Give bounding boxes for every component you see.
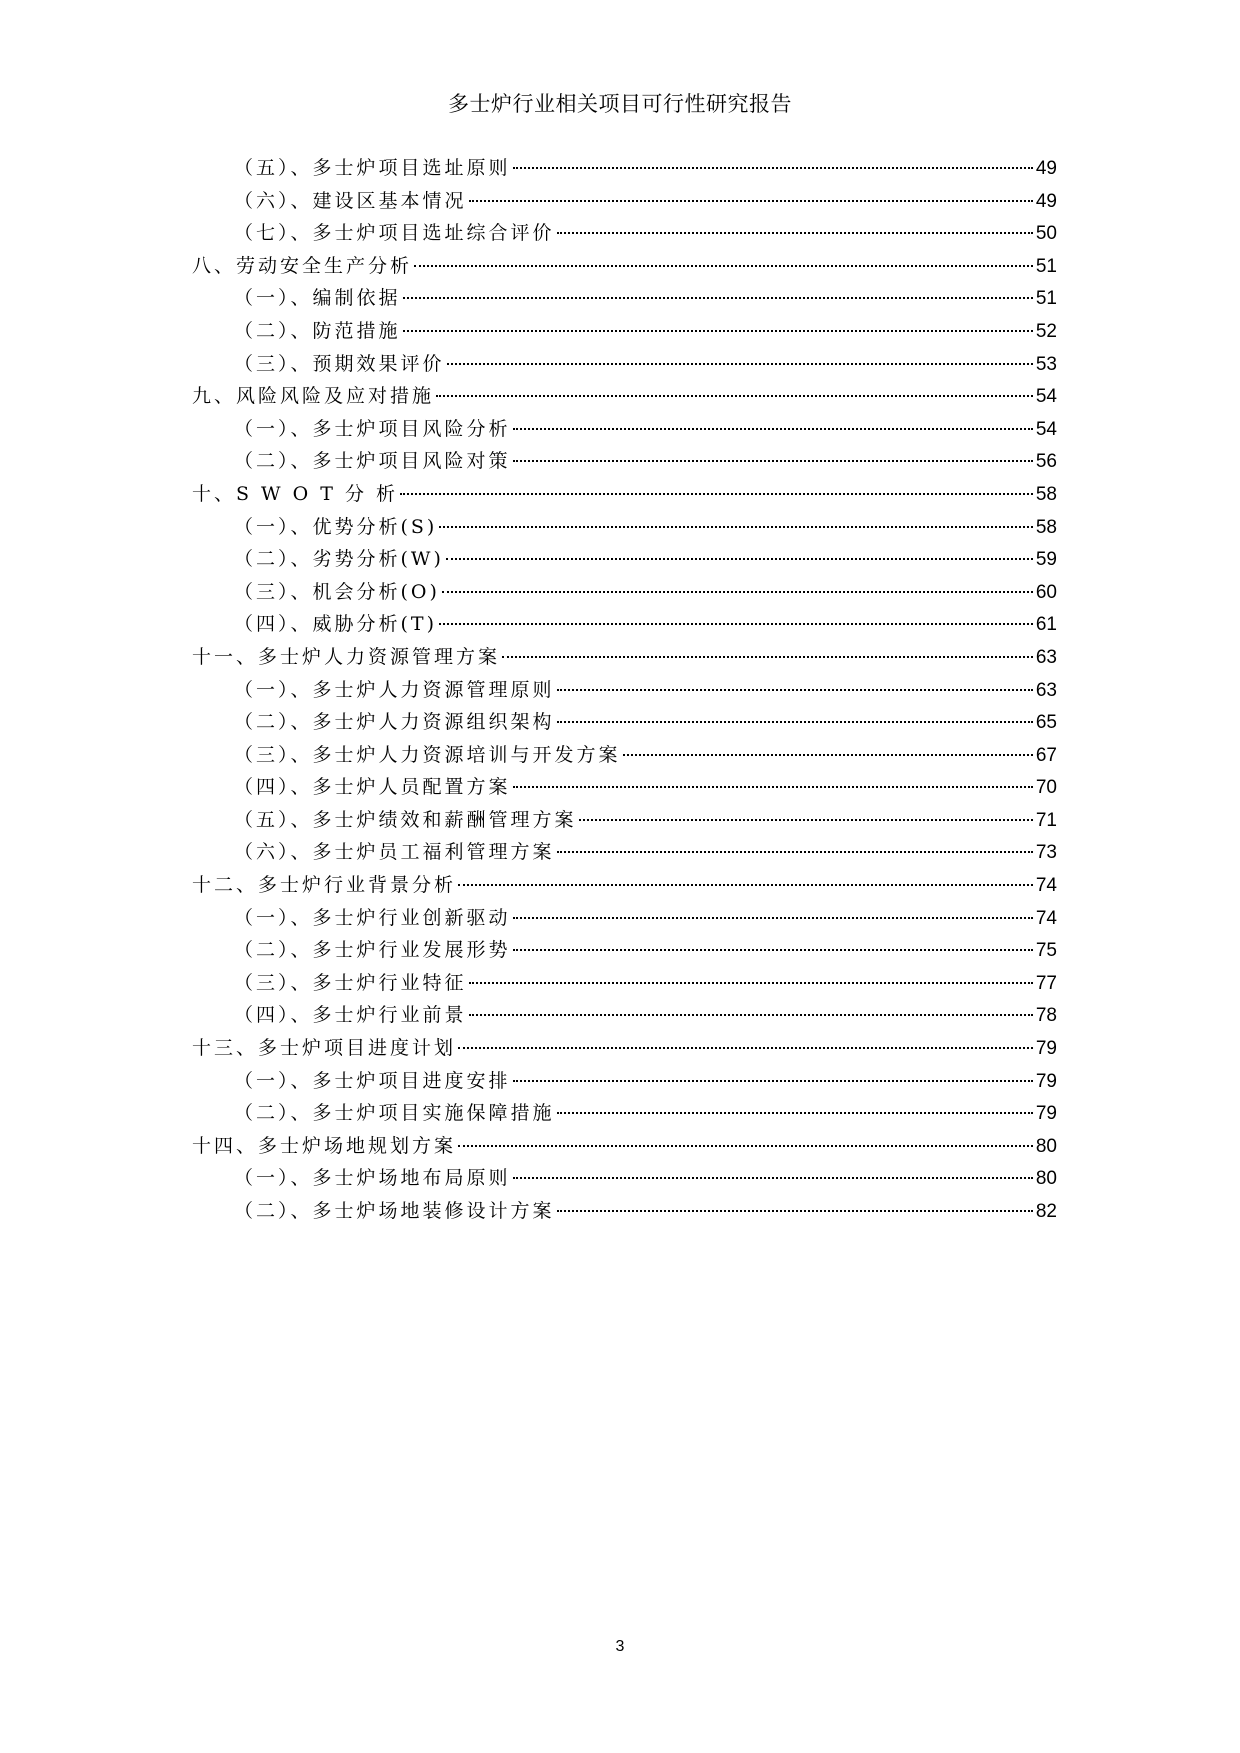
toc-section-entry[interactable] xyxy=(192,903,1057,936)
toc-entry-page-number: 50 xyxy=(1035,223,1057,245)
toc-dot-leader xyxy=(403,330,1033,332)
toc-entry-title: （一）、编制依据 xyxy=(234,287,401,310)
page-number: 3 xyxy=(615,1638,625,1655)
toc-entry-page-number: 51 xyxy=(1035,255,1057,277)
toc-entry-page-number: 61 xyxy=(1035,614,1057,636)
toc-section-entry[interactable] xyxy=(192,544,1057,577)
toc-dot-leader xyxy=(458,1047,1033,1049)
toc-entry-title: 十三、多士炉项目进度计划 xyxy=(192,1037,457,1060)
toc-entry-title: （三）、多士炉行业特征 xyxy=(234,971,467,994)
toc-section-entry[interactable] xyxy=(192,1000,1057,1033)
toc-entry-page-number: 53 xyxy=(1035,353,1057,375)
toc-section-entry[interactable] xyxy=(192,772,1057,805)
toc-entry-page-number: 73 xyxy=(1035,842,1057,864)
toc-section-entry[interactable] xyxy=(192,935,1057,968)
toc-section-entry[interactable] xyxy=(192,609,1057,642)
toc-dot-leader xyxy=(446,558,1033,560)
toc-entry-page-number: 54 xyxy=(1035,386,1057,408)
toc-dot-leader xyxy=(513,949,1033,951)
toc-dot-leader xyxy=(513,167,1033,169)
toc-section-entry[interactable] xyxy=(192,968,1057,1001)
toc-chapter-entry[interactable] xyxy=(192,642,1057,675)
toc-entry-page-number: 82 xyxy=(1035,1201,1057,1222)
toc-entry-title: （三）、机会分析(O) xyxy=(234,580,440,603)
toc-entry-page-number: 58 xyxy=(1035,516,1057,538)
toc-entry-page-number: 56 xyxy=(1035,451,1057,473)
toc-section-entry[interactable] xyxy=(192,1163,1057,1196)
toc-entry-title: （一）、多士炉项目进度安排 xyxy=(234,1069,511,1092)
toc-dot-leader xyxy=(439,526,1033,528)
toc-section-entry[interactable] xyxy=(192,186,1057,219)
toc-entry-title: （五）、多士炉绩效和薪酬管理方案 xyxy=(234,808,577,831)
toc-dot-leader xyxy=(557,851,1033,853)
toc-section-entry[interactable] xyxy=(192,218,1057,251)
toc-dot-leader xyxy=(513,786,1033,788)
toc-chapter-entry[interactable] xyxy=(192,479,1057,512)
toc-dot-leader xyxy=(557,1112,1033,1114)
toc-dot-leader xyxy=(403,297,1033,299)
toc-entry-page-number: 65 xyxy=(1035,712,1057,734)
toc-entry-page-number: 79 xyxy=(1035,1103,1057,1125)
toc-dot-leader xyxy=(557,721,1033,723)
toc-entry-page-number: 74 xyxy=(1035,907,1057,929)
toc-entry-title: 十、S W O T 分 析 xyxy=(192,482,398,505)
toc-section-entry[interactable] xyxy=(192,1066,1057,1099)
toc-dot-leader xyxy=(469,200,1033,202)
toc-dot-leader xyxy=(442,591,1033,593)
toc-entry-title: （二）、多士炉项目风险对策 xyxy=(234,450,511,473)
toc-entry-title: （二）、劣势分析(W) xyxy=(234,548,444,571)
toc-section-entry[interactable] xyxy=(192,1196,1057,1229)
toc-chapter-entry[interactable] xyxy=(192,870,1057,903)
table-of-contents xyxy=(192,153,1057,1229)
toc-entry-title: （二）、多士炉人力资源组织架构 xyxy=(234,711,555,734)
toc-dot-leader xyxy=(513,428,1033,430)
toc-entry-title: （二）、多士炉行业发展形势 xyxy=(234,939,511,962)
toc-entry-page-number: 60 xyxy=(1035,581,1057,603)
toc-dot-leader xyxy=(400,493,1033,495)
toc-section-entry[interactable] xyxy=(192,153,1057,186)
toc-dot-leader xyxy=(414,265,1033,267)
toc-entry-page-number: 79 xyxy=(1035,1070,1057,1092)
toc-entry-page-number: 67 xyxy=(1035,744,1057,766)
toc-entry-page-number: 70 xyxy=(1035,777,1057,799)
toc-dot-leader xyxy=(513,1080,1033,1082)
toc-entry-page-number: 54 xyxy=(1035,418,1057,440)
toc-entry-title: 十二、多士炉行业背景分析 xyxy=(192,874,457,897)
toc-section-entry[interactable] xyxy=(192,414,1057,447)
toc-entry-page-number: 59 xyxy=(1035,549,1057,571)
toc-entry-title: 九、风险风险及应对措施 xyxy=(192,385,435,408)
toc-dot-leader xyxy=(513,1177,1033,1179)
toc-dot-leader xyxy=(458,884,1033,886)
toc-entry-title: 八、劳动安全生产分析 xyxy=(192,254,413,277)
toc-entry-title: （二）、多士炉场地装修设计方案 xyxy=(234,1200,555,1222)
toc-chapter-entry[interactable] xyxy=(192,381,1057,414)
toc-entry-page-number: 49 xyxy=(1035,190,1057,212)
toc-section-entry[interactable] xyxy=(192,446,1057,479)
toc-entry-page-number: 51 xyxy=(1035,288,1057,310)
page-header-title: 多士炉行业相关项目可行性研究报告 xyxy=(448,92,792,116)
toc-section-entry[interactable] xyxy=(192,512,1057,545)
toc-entry-title: （四）、多士炉行业前景 xyxy=(234,1004,467,1027)
toc-dot-leader xyxy=(447,363,1033,365)
toc-entry-title: （四）、多士炉人员配置方案 xyxy=(234,776,511,799)
toc-entry-title: （三）、预期效果评价 xyxy=(234,352,445,375)
toc-dot-leader xyxy=(439,623,1033,625)
toc-entry-page-number: 52 xyxy=(1035,320,1057,342)
toc-chapter-entry[interactable] xyxy=(192,1131,1057,1164)
toc-entry-page-number: 80 xyxy=(1035,1168,1057,1190)
toc-dot-leader xyxy=(513,917,1033,919)
toc-dot-leader xyxy=(458,1145,1033,1147)
toc-entry-page-number: 80 xyxy=(1035,1135,1057,1157)
toc-chapter-entry[interactable] xyxy=(192,251,1057,284)
toc-entry-title: （七）、多士炉项目选址综合评价 xyxy=(234,222,555,245)
toc-dot-leader xyxy=(513,460,1033,462)
toc-section-entry[interactable] xyxy=(192,805,1057,838)
toc-entry-title: （一）、多士炉行业创新驱动 xyxy=(234,906,511,929)
toc-dot-leader xyxy=(502,656,1033,658)
toc-entry-page-number: 75 xyxy=(1035,940,1057,962)
toc-section-entry[interactable] xyxy=(192,577,1057,610)
toc-entry-title: （一）、多士炉人力资源管理原则 xyxy=(234,678,555,701)
toc-entry-title: （二）、防范措施 xyxy=(234,319,401,342)
toc-entry-page-number: 78 xyxy=(1035,1005,1057,1027)
toc-entry-page-number: 63 xyxy=(1035,679,1057,701)
toc-section-entry[interactable] xyxy=(192,316,1057,349)
toc-dot-leader xyxy=(557,689,1033,691)
toc-entry-title: （四）、威胁分析(T) xyxy=(234,613,437,636)
toc-dot-leader xyxy=(579,819,1033,821)
toc-entry-page-number: 58 xyxy=(1035,483,1057,505)
toc-entry-page-number: 49 xyxy=(1035,158,1057,179)
toc-entry-page-number: 79 xyxy=(1035,1038,1057,1060)
toc-entry-title: （六）、建设区基本情况 xyxy=(234,189,467,212)
toc-section-entry[interactable] xyxy=(192,283,1057,316)
toc-dot-leader xyxy=(557,232,1033,234)
toc-section-entry[interactable] xyxy=(192,740,1057,773)
toc-dot-leader xyxy=(469,982,1033,984)
toc-section-entry[interactable] xyxy=(192,1098,1057,1131)
toc-dot-leader xyxy=(623,754,1033,756)
toc-dot-leader xyxy=(469,1014,1033,1016)
toc-entry-page-number: 63 xyxy=(1035,646,1057,668)
toc-chapter-entry[interactable] xyxy=(192,1033,1057,1066)
toc-section-entry[interactable] xyxy=(192,349,1057,382)
toc-entry-title: （一）、多士炉项目风险分析 xyxy=(234,417,511,440)
toc-entry-page-number: 71 xyxy=(1035,809,1057,831)
toc-section-entry[interactable] xyxy=(192,707,1057,740)
toc-entry-title: （一）、多士炉场地布局原则 xyxy=(234,1167,511,1190)
toc-entry-page-number: 77 xyxy=(1035,972,1057,994)
toc-section-entry[interactable] xyxy=(192,675,1057,708)
toc-entry-title: （三）、多士炉人力资源培训与开发方案 xyxy=(234,743,621,766)
toc-entry-title: （六）、多士炉员工福利管理方案 xyxy=(234,841,555,864)
toc-entry-title: 十一、多士炉人力资源管理方案 xyxy=(192,645,501,668)
toc-section-entry[interactable] xyxy=(192,837,1057,870)
toc-entry-title: （五）、多士炉项目选址原则 xyxy=(234,157,511,179)
toc-entry-title: （一）、优势分析(S) xyxy=(234,515,438,538)
toc-entry-title: （二）、多士炉项目实施保障措施 xyxy=(234,1102,555,1125)
toc-dot-leader xyxy=(436,395,1033,397)
toc-entry-page-number: 74 xyxy=(1035,875,1057,897)
toc-dot-leader xyxy=(557,1210,1033,1212)
toc-entry-title: 十四、多士炉场地规划方案 xyxy=(192,1134,457,1157)
